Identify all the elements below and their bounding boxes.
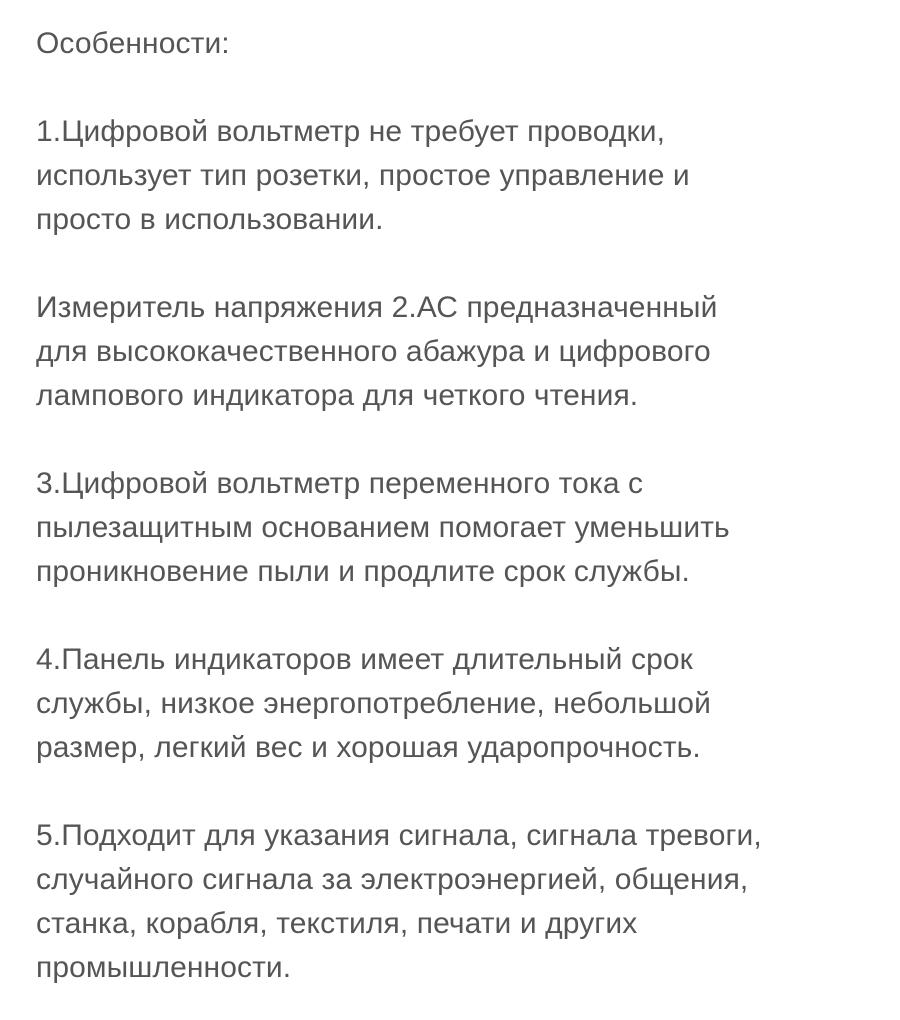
feature-item-4 bbox=[36, 638, 866, 770]
feature-item-2 bbox=[36, 286, 866, 418]
feature-text-line: использует тип розетки, простое управление и bbox=[36, 159, 690, 192]
feature-item-5 bbox=[36, 814, 866, 990]
feature-text-line: промышленности. bbox=[36, 951, 292, 984]
feature-text-line: лампового индикатора для четкого чтения. bbox=[36, 379, 639, 412]
feature-item-3 bbox=[36, 462, 866, 594]
feature-text-line: Измеритель напряжения 2.АС предназначенный bbox=[36, 291, 718, 324]
feature-text-line: просто в использовании. bbox=[36, 203, 384, 236]
features-document bbox=[36, 22, 866, 990]
feature-text-line: пылезащитным основанием помогает уменьшить bbox=[36, 511, 730, 544]
feature-text-line: службы, низкое энергопотребление, небольшой bbox=[36, 687, 711, 720]
feature-item-1 bbox=[36, 110, 866, 242]
features-heading: Особенности: bbox=[36, 27, 230, 60]
feature-text-line: 4.Панель индикаторов имеет длительный срок bbox=[36, 643, 693, 676]
feature-text-line: 1.Цифровой вольтметр не требует проводки, bbox=[36, 115, 666, 148]
feature-text-line: 5.Подходит для указания сигнала, сигнала тревоги, bbox=[36, 819, 762, 852]
feature-text-line: станка, корабля, текстиля, печати и других bbox=[36, 907, 638, 940]
feature-text-line: проникновение пыли и продлите срок службы. bbox=[36, 555, 690, 588]
feature-text-line: случайного сигнала за электроэнергией, общения, bbox=[36, 863, 749, 896]
feature-text-line: для высококачественного абажура и цифрового bbox=[36, 335, 711, 368]
feature-text-line: 3.Цифровой вольтметр переменного тока с bbox=[36, 467, 644, 500]
feature-text-line: размер, легкий вес и хорошая ударопрочность. bbox=[36, 731, 701, 764]
